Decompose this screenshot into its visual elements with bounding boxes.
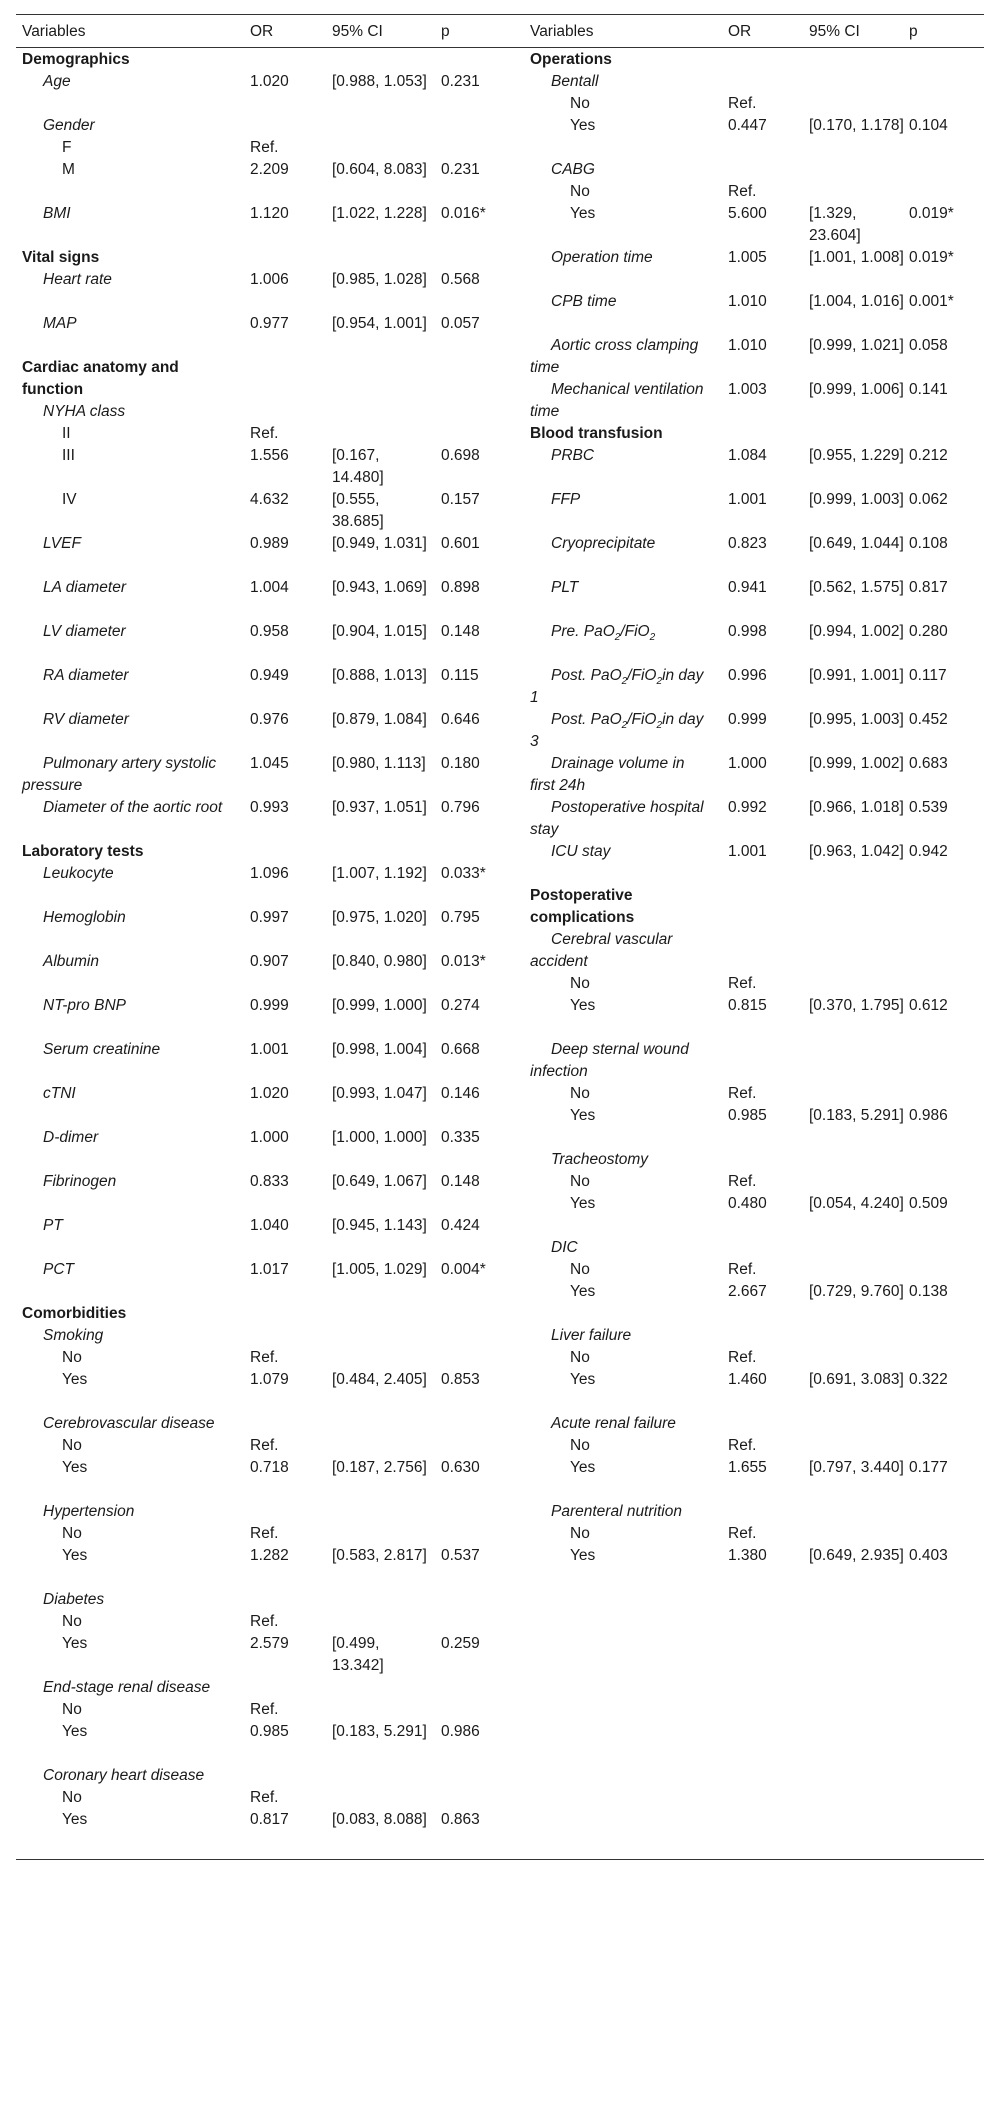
variable-label: No <box>570 1525 590 1542</box>
odds-ratio: 1.380 <box>728 1547 767 1564</box>
odds-ratio: Ref. <box>728 95 757 112</box>
p-value: 0.601 <box>441 535 480 552</box>
odds-ratio: 4.632 <box>250 491 289 508</box>
odds-ratio: 1.004 <box>250 579 289 596</box>
variable-label: BMI <box>43 205 71 222</box>
variable-label: Yes <box>570 1283 596 1300</box>
variable-label: ICU stay <box>551 843 611 860</box>
variable-label: MAP <box>43 315 77 332</box>
odds-ratio: Ref. <box>728 183 757 200</box>
variable-label: NT-pro BNP <box>43 997 126 1014</box>
variable-label: Pre. PaO$_2$/FiO$_2$ <box>551 623 656 644</box>
p-value: 0.013* <box>441 953 486 970</box>
confidence-interval: [0.370, 1.795] <box>809 997 904 1014</box>
variable-label: Yes <box>570 1459 596 1476</box>
odds-ratio: Ref. <box>728 1173 757 1190</box>
odds-ratio: Ref. <box>728 1261 757 1278</box>
confidence-interval: [0.999, 1.021] <box>809 337 904 354</box>
confidence-interval: [0.943, 1.069] <box>332 579 427 596</box>
odds-ratio: 1.000 <box>728 755 767 772</box>
odds-ratio: 1.006 <box>250 271 289 288</box>
confidence-interval: [0.555, 38.685] <box>332 491 384 530</box>
p-value: 0.280 <box>909 623 948 640</box>
variable-label: PRBC <box>551 447 595 464</box>
variable-label: IV <box>62 491 77 508</box>
p-value: 0.019* <box>909 249 954 266</box>
p-value: 0.335 <box>441 1129 480 1146</box>
variable-label: Yes <box>62 1459 88 1476</box>
variable-label: No <box>570 1261 590 1278</box>
p-value: 0.986 <box>441 1723 480 1740</box>
header-or-right: OR <box>728 23 752 40</box>
variable-label: Cerebral vascular accident <box>530 931 673 970</box>
odds-ratio: 0.985 <box>250 1723 289 1740</box>
section-title: Cardiac anatomy and function <box>22 359 179 398</box>
variable-label: Post. PaO$_2$/FiO$_2$in day 1 <box>530 667 704 706</box>
odds-ratio: 1.001 <box>250 1041 289 1058</box>
odds-ratio: 0.977 <box>250 315 289 332</box>
odds-ratio: 0.447 <box>728 117 767 134</box>
p-value: 0.942 <box>909 843 948 860</box>
confidence-interval: [0.797, 3.440] <box>809 1459 904 1476</box>
confidence-interval: [1.329, 23.604] <box>809 205 861 244</box>
confidence-interval: [0.999, 1.002] <box>809 755 904 772</box>
section-title: Operations <box>530 51 612 68</box>
confidence-interval: [0.484, 2.405] <box>332 1371 427 1388</box>
variable-label: Yes <box>62 1723 88 1740</box>
confidence-interval: [0.583, 2.817] <box>332 1547 427 1564</box>
confidence-interval: [0.985, 1.028] <box>332 271 427 288</box>
odds-ratio: Ref. <box>728 975 757 992</box>
variable-label: No <box>570 975 590 992</box>
variable-label: No <box>62 1613 82 1630</box>
variable-label: No <box>570 1085 590 1102</box>
p-value: 0.177 <box>909 1459 948 1476</box>
odds-ratio: 2.667 <box>728 1283 767 1300</box>
p-value: 0.795 <box>441 909 480 926</box>
variable-label: PLT <box>551 579 579 596</box>
odds-ratio: 1.020 <box>250 73 289 90</box>
confidence-interval: [0.879, 1.084] <box>332 711 427 728</box>
p-value: 0.212 <box>909 447 948 464</box>
p-value: 0.141 <box>909 381 948 398</box>
odds-ratio: 2.579 <box>250 1635 289 1652</box>
variable-label: No <box>570 1437 590 1454</box>
variable-label: PT <box>43 1217 63 1234</box>
p-value: 0.180 <box>441 755 480 772</box>
odds-ratio: 1.556 <box>250 447 289 464</box>
p-value: 0.259 <box>441 1635 480 1652</box>
variable-label: End-stage renal disease <box>43 1679 211 1696</box>
odds-ratio: 1.003 <box>728 381 767 398</box>
odds-ratio: 1.655 <box>728 1459 767 1476</box>
section-title: Demographics <box>22 51 130 68</box>
p-value: 0.148 <box>441 623 480 640</box>
odds-ratio: 1.460 <box>728 1371 767 1388</box>
variable-label: Yes <box>570 205 596 222</box>
p-value: 0.898 <box>441 579 480 596</box>
variable-label: Parenteral nutrition <box>551 1503 682 1520</box>
odds-ratio: 0.718 <box>250 1459 289 1476</box>
confidence-interval: [1.005, 1.029] <box>332 1261 427 1278</box>
variable-label: Yes <box>570 117 596 134</box>
confidence-interval: [0.187, 2.756] <box>332 1459 427 1476</box>
odds-ratio: 0.941 <box>728 579 767 596</box>
confidence-interval: [0.499, 13.342] <box>332 1635 384 1674</box>
confidence-interval: [1.001, 1.008] <box>809 249 904 266</box>
confidence-interval: [0.991, 1.001] <box>809 667 904 684</box>
odds-ratio: Ref. <box>250 425 279 442</box>
variable-label: LVEF <box>43 535 81 552</box>
odds-ratio: 0.976 <box>250 711 289 728</box>
odds-ratio: Ref. <box>250 1349 279 1366</box>
variable-label: Hypertension <box>43 1503 135 1520</box>
variable-label: LA diameter <box>43 579 126 596</box>
confidence-interval: [0.170, 1.178] <box>809 117 904 134</box>
odds-ratio: 2.209 <box>250 161 289 178</box>
odds-ratio: 0.993 <box>250 799 289 816</box>
p-value: 0.019* <box>909 205 954 222</box>
p-value: 0.146 <box>441 1085 480 1102</box>
variable-label: III <box>62 447 75 464</box>
header-p-right: p <box>909 23 918 40</box>
confidence-interval: [0.937, 1.051] <box>332 799 427 816</box>
confidence-interval: [1.004, 1.016] <box>809 293 904 310</box>
variable-label: Operation time <box>551 249 653 266</box>
p-value: 0.646 <box>441 711 480 728</box>
odds-ratio: 0.996 <box>728 667 767 684</box>
odds-ratio: 0.815 <box>728 997 767 1014</box>
header-p-left: p <box>441 23 450 40</box>
odds-ratio: 0.949 <box>250 667 289 684</box>
odds-ratio: Ref. <box>250 1613 279 1630</box>
odds-ratio: Ref. <box>250 1525 279 1542</box>
odds-ratio: 0.480 <box>728 1195 767 1212</box>
odds-ratio: 1.005 <box>728 249 767 266</box>
confidence-interval: [0.562, 1.575] <box>809 579 904 596</box>
variable-label: No <box>570 1349 590 1366</box>
variable-label: Yes <box>62 1811 88 1828</box>
p-value: 0.853 <box>441 1371 480 1388</box>
variable-label: CPB time <box>551 293 617 310</box>
confidence-interval: [0.167, 14.480] <box>332 447 384 486</box>
variable-label: F <box>62 139 72 156</box>
odds-ratio: 0.997 <box>250 909 289 926</box>
p-value: 0.004* <box>441 1261 486 1278</box>
confidence-interval: [0.183, 5.291] <box>332 1723 427 1740</box>
confidence-interval: [0.183, 5.291] <box>809 1107 904 1124</box>
confidence-interval: [0.975, 1.020] <box>332 909 427 926</box>
variable-label: No <box>62 1701 82 1718</box>
odds-ratio: 0.958 <box>250 623 289 640</box>
confidence-interval: [0.840, 0.980] <box>332 953 427 970</box>
variable-label: Yes <box>62 1547 88 1564</box>
p-value: 0.509 <box>909 1195 948 1212</box>
confidence-interval: [0.963, 1.042] <box>809 843 904 860</box>
confidence-interval: [0.054, 4.240] <box>809 1195 904 1212</box>
confidence-interval: [0.966, 1.018] <box>809 799 904 816</box>
odds-ratio: 0.907 <box>250 953 289 970</box>
variable-label: Yes <box>570 1547 596 1564</box>
section-title: Vital signs <box>22 249 100 266</box>
variable-label: NYHA class <box>43 403 126 420</box>
section-title: Postoperative complications <box>530 887 635 926</box>
confidence-interval: [0.083, 8.088] <box>332 1811 427 1828</box>
odds-ratio: 1.010 <box>728 293 767 310</box>
odds-ratio: 1.096 <box>250 865 289 882</box>
variable-label: Albumin <box>43 953 99 970</box>
p-value: 0.612 <box>909 997 948 1014</box>
variable-label: No <box>62 1437 82 1454</box>
variable-label: Leukocyte <box>43 865 114 882</box>
variable-label: No <box>570 1173 590 1190</box>
variable-label: Coronary heart disease <box>43 1767 205 1784</box>
confidence-interval: [0.945, 1.143] <box>332 1217 427 1234</box>
variable-label: Smoking <box>43 1327 104 1344</box>
p-value: 0.274 <box>441 997 480 1014</box>
variable-label: Drainage volume in first 24h <box>530 755 685 794</box>
odds-ratio: 0.817 <box>250 1811 289 1828</box>
header-ci-right: 95% CI <box>809 23 860 40</box>
p-value: 0.452 <box>909 711 948 728</box>
variable-label: No <box>62 1349 82 1366</box>
odds-ratio: 1.001 <box>728 843 767 860</box>
odds-ratio: 0.999 <box>728 711 767 728</box>
confidence-interval: [0.999, 1.000] <box>332 997 427 1014</box>
variable-label: Cryoprecipitate <box>551 535 656 552</box>
odds-ratio: 0.985 <box>728 1107 767 1124</box>
variable-label: Yes <box>570 997 596 1014</box>
p-value: 0.539 <box>909 799 948 816</box>
p-value: 0.057 <box>441 315 480 332</box>
variable-label: D-dimer <box>43 1129 99 1146</box>
odds-ratio: Ref. <box>728 1437 757 1454</box>
confidence-interval: [0.691, 3.083] <box>809 1371 904 1388</box>
p-value: 0.698 <box>441 447 480 464</box>
variable-label: Postoperative hospital stay <box>530 799 704 838</box>
variable-label: Fibrinogen <box>43 1173 117 1190</box>
variable-label: Deep sternal wound infection <box>530 1041 689 1080</box>
odds-ratio: Ref. <box>250 1789 279 1806</box>
header-or-left: OR <box>250 23 274 40</box>
odds-ratio: 1.040 <box>250 1217 289 1234</box>
variable-label: RA diameter <box>43 667 129 684</box>
confidence-interval: [0.955, 1.229] <box>809 447 904 464</box>
variable-label: Diameter of the aortic root <box>43 799 223 816</box>
p-value: 0.986 <box>909 1107 948 1124</box>
variable-label: cTNI <box>43 1085 76 1102</box>
regression-table <box>16 14 984 1860</box>
variable-label: Age <box>43 73 71 90</box>
confidence-interval: [1.000, 1.000] <box>332 1129 427 1146</box>
odds-ratio: Ref. <box>728 1525 757 1542</box>
odds-ratio: 1.017 <box>250 1261 289 1278</box>
p-value: 0.322 <box>909 1371 948 1388</box>
variable-label: Yes <box>570 1107 596 1124</box>
p-value: 0.117 <box>909 667 947 684</box>
odds-ratio: Ref. <box>728 1085 757 1102</box>
p-value: 0.424 <box>441 1217 480 1234</box>
table-header <box>16 15 984 48</box>
confidence-interval: [0.949, 1.031] <box>332 535 427 552</box>
variable-label: Yes <box>570 1371 596 1388</box>
p-value: 0.033* <box>441 865 486 882</box>
variable-label: Acute renal failure <box>551 1415 676 1432</box>
confidence-interval: [0.954, 1.001] <box>332 315 427 332</box>
p-value: 0.108 <box>909 535 948 552</box>
variable-label: Yes <box>62 1371 88 1388</box>
variable-label: Yes <box>570 1195 596 1212</box>
p-value: 0.630 <box>441 1459 480 1476</box>
odds-ratio: 0.833 <box>250 1173 289 1190</box>
odds-ratio: 1.001 <box>728 491 767 508</box>
variable-label: Pulmonary artery systolic pressure <box>22 755 217 794</box>
odds-ratio: 1.079 <box>250 1371 289 1388</box>
variable-label: Cerebrovascular disease <box>43 1415 215 1432</box>
confidence-interval: [0.999, 1.006] <box>809 381 904 398</box>
variable-label: Heart rate <box>43 271 112 288</box>
odds-ratio: Ref. <box>250 139 279 156</box>
p-value: 0.058 <box>909 337 948 354</box>
odds-ratio: 0.989 <box>250 535 289 552</box>
header-variables-left: Variables <box>22 23 86 40</box>
variable-label: M <box>62 161 75 178</box>
p-value: 0.403 <box>909 1547 948 1564</box>
confidence-interval: [0.904, 1.015] <box>332 623 427 640</box>
odds-ratio: 5.600 <box>728 205 767 222</box>
confidence-interval: [0.888, 1.013] <box>332 667 427 684</box>
odds-ratio: 1.010 <box>728 337 767 354</box>
p-value: 0.157 <box>441 491 480 508</box>
confidence-interval: [1.022, 1.228] <box>332 205 427 222</box>
p-value: 0.115 <box>441 667 479 684</box>
confidence-interval: [0.995, 1.003] <box>809 711 904 728</box>
variable-label: Liver failure <box>551 1327 632 1344</box>
variable-label: Yes <box>62 1635 88 1652</box>
variable-label: No <box>62 1789 82 1806</box>
p-value: 0.817 <box>909 579 948 596</box>
odds-ratio: Ref. <box>728 1349 757 1366</box>
confidence-interval: [0.649, 2.935] <box>809 1547 904 1564</box>
p-value: 0.863 <box>441 1811 480 1828</box>
variable-label: Hemoglobin <box>43 909 126 926</box>
p-value: 0.231 <box>441 73 480 90</box>
section-title: Laboratory tests <box>22 843 144 860</box>
confidence-interval: [0.649, 1.067] <box>332 1173 427 1190</box>
variable-label: Diabetes <box>43 1591 105 1608</box>
odds-ratio: 0.999 <box>250 997 289 1014</box>
p-value: 0.148 <box>441 1173 480 1190</box>
variable-label: PCT <box>43 1261 74 1278</box>
odds-ratio: Ref. <box>250 1701 279 1718</box>
variable-label: Serum creatinine <box>43 1041 161 1058</box>
variable-label: RV diameter <box>43 711 129 728</box>
confidence-interval: [1.007, 1.192] <box>332 865 427 882</box>
variable-label: Bentall <box>551 73 599 90</box>
confidence-interval: [0.729, 9.760] <box>809 1283 904 1300</box>
variable-label: Tracheostomy <box>551 1151 649 1168</box>
odds-ratio: 1.000 <box>250 1129 289 1146</box>
odds-ratio: 1.020 <box>250 1085 289 1102</box>
odds-ratio: 0.992 <box>728 799 767 816</box>
p-value: 0.001* <box>909 293 954 310</box>
section-title: Blood transfusion <box>530 425 663 442</box>
p-value: 0.016* <box>441 205 486 222</box>
p-value: 0.537 <box>441 1547 480 1564</box>
variable-label: No <box>62 1525 82 1542</box>
odds-ratio: 1.084 <box>728 447 767 464</box>
p-value: 0.138 <box>909 1283 948 1300</box>
variable-label: Post. PaO$_2$/FiO$_2$in day 3 <box>530 711 704 750</box>
p-value: 0.668 <box>441 1041 480 1058</box>
variable-label: Gender <box>43 117 95 134</box>
odds-ratio: 0.998 <box>728 623 767 640</box>
variable-label: II <box>62 425 71 442</box>
section-title: Comorbidities <box>22 1305 127 1322</box>
p-value: 0.062 <box>909 491 948 508</box>
p-value: 0.683 <box>909 755 948 772</box>
variable-label: DIC <box>551 1239 578 1256</box>
variable-label: LV diameter <box>43 623 126 640</box>
odds-ratio: 1.120 <box>250 205 289 222</box>
confidence-interval: [0.988, 1.053] <box>332 73 427 90</box>
confidence-interval: [0.994, 1.002] <box>809 623 904 640</box>
confidence-interval: [0.649, 1.044] <box>809 535 904 552</box>
header-variables-right: Variables <box>530 23 594 40</box>
confidence-interval: [0.999, 1.003] <box>809 491 904 508</box>
header-ci-left: 95% CI <box>332 23 383 40</box>
confidence-interval: [0.993, 1.047] <box>332 1085 427 1102</box>
confidence-interval: [0.604, 8.083] <box>332 161 427 178</box>
odds-ratio: 1.282 <box>250 1547 289 1564</box>
odds-ratio: 1.045 <box>250 755 289 772</box>
confidence-interval: [0.998, 1.004] <box>332 1041 427 1058</box>
variable-label: Mechanical ventilation time <box>530 381 704 420</box>
confidence-interval: [0.980, 1.113] <box>332 755 426 772</box>
odds-ratio: Ref. <box>250 1437 279 1454</box>
p-value: 0.104 <box>909 117 948 134</box>
variable-label: FFP <box>551 491 581 508</box>
variable-label: CABG <box>551 161 595 178</box>
odds-ratio: 0.823 <box>728 535 767 552</box>
p-value: 0.231 <box>441 161 480 178</box>
variable-label: Aortic cross clamping time <box>530 337 699 376</box>
variable-label: No <box>570 183 590 200</box>
p-value: 0.796 <box>441 799 480 816</box>
variable-label: No <box>570 95 590 112</box>
p-value: 0.568 <box>441 271 480 288</box>
